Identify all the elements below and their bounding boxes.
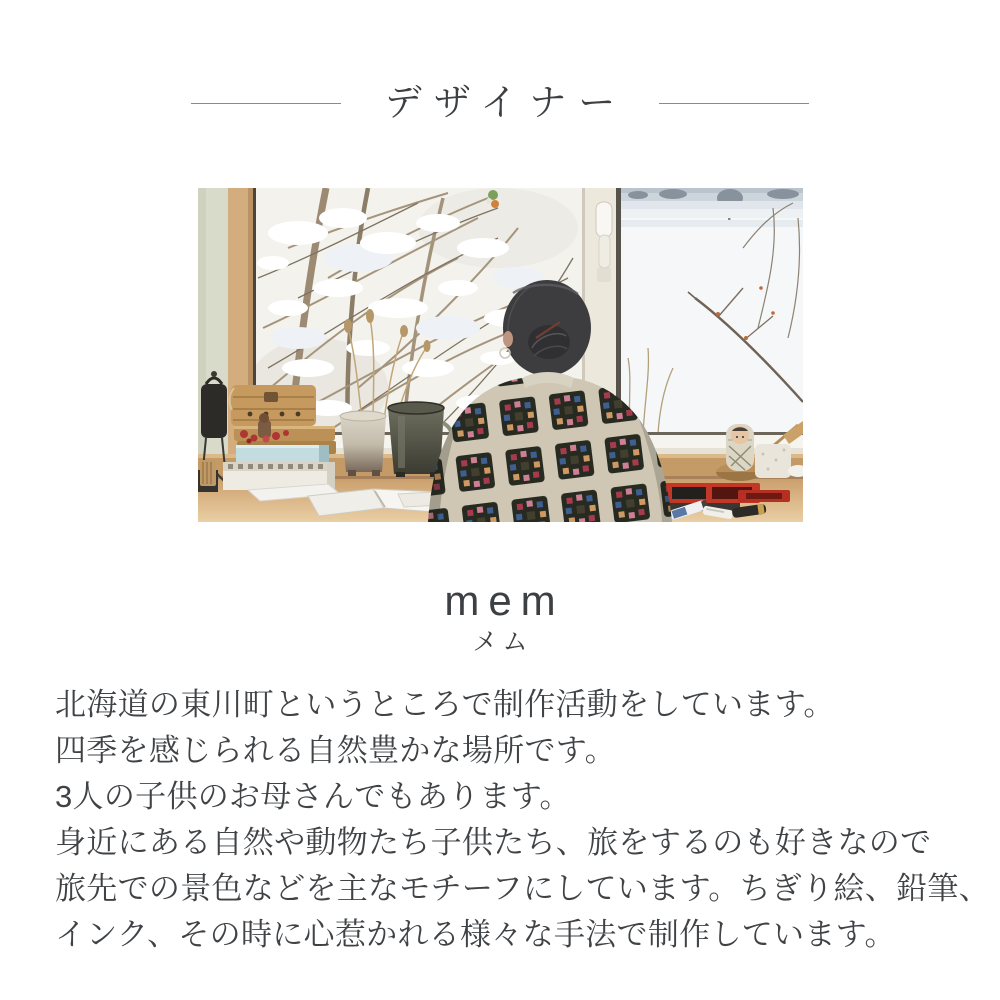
snow-field-right-pane	[621, 188, 803, 438]
blue-box	[236, 445, 329, 463]
bio-line-1: 北海道の東川町というところで制作活動をしています。	[55, 687, 835, 722]
title-rule-left	[191, 103, 341, 104]
designer-photo	[198, 188, 803, 522]
page-title: デザイナー	[384, 82, 628, 123]
bio-line-4: 身近にある自然や動物たち子供たち、旅をするのも好きなので	[55, 825, 932, 860]
photo-illustration	[198, 188, 803, 522]
bio-line-2: 四季を感じられる自然豊かな場所です。	[55, 733, 616, 768]
title-rule-right	[659, 103, 809, 104]
designer-bio	[55, 682, 990, 958]
bio-line-5: 旅先での景色などを主なモチーフにしています。ちぎり絵、鉛筆、	[55, 871, 990, 906]
designer-name-block	[0, 576, 1000, 658]
designer-name-kana: メム	[472, 628, 533, 656]
designer-name: mem	[444, 577, 565, 624]
section-header	[0, 80, 1000, 126]
bio-line-3: 3人の子供のお母さんでもあります。	[55, 779, 571, 814]
ear	[503, 331, 513, 347]
light-pot	[340, 411, 386, 476]
bio-line-6: インク、その時に心惹かれる様々な手法で制作しています。	[55, 917, 896, 952]
